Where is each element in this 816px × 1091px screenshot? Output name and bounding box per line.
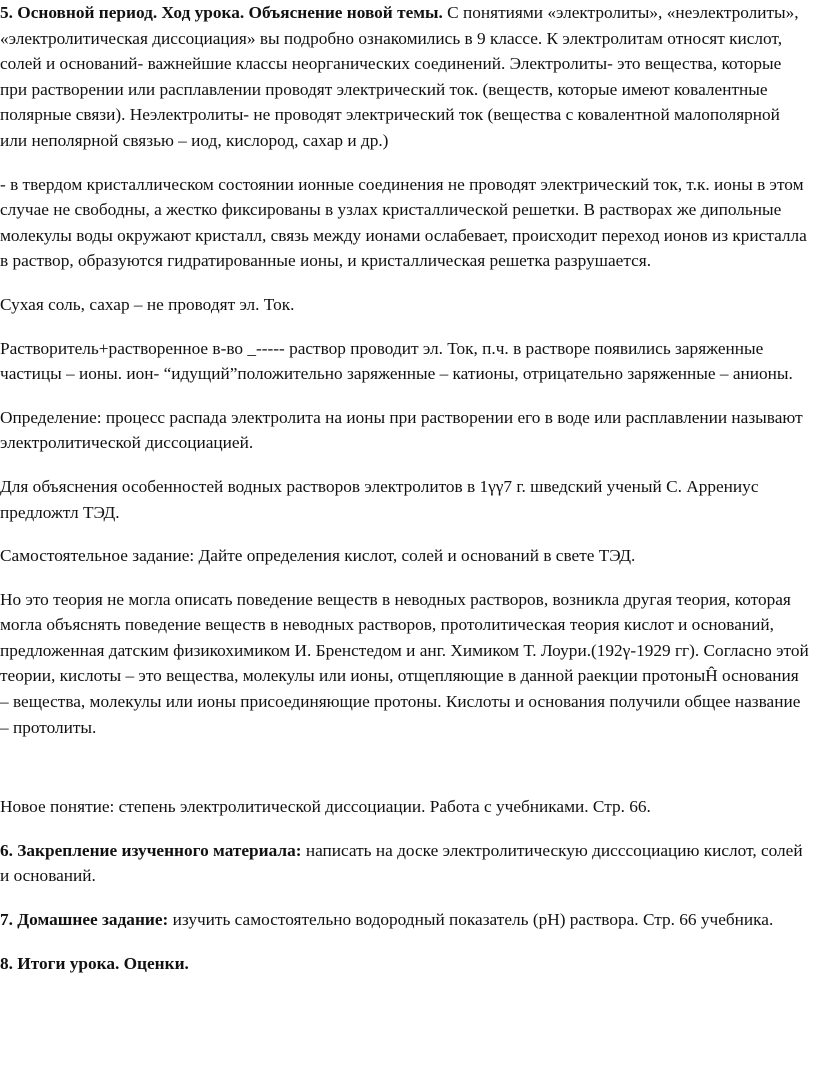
paragraph-consolidation	[0, 838, 810, 889]
paragraph-main-period	[0, 0, 810, 154]
paragraph-solution-ions: Растворитель+растворенное в-во _----- раствор проводит эл. Ток, п.ч. в растворе появились заряженные частицы – ионы. ион- “идущий”положительно заряженные – катионы, отрицательно заряженные – анионы.	[0, 338, 793, 384]
paragraph-text: С понятиями «электролиты», «неэлектролиты», «электролитическая диссоциация» вы подробно ознакомились в 9 классе. К электролитам относят кислот, солей и оснований- важнейшие классы неорганических соединений. Электролиты- это вещества, которые при растворении или расплавлении проводят электрический ток. (веществ, которые имеют ковалентные полярные связи). Неэлектролиты- не проводят электрический ток (вещества с ковалентной малополярной или неполярной связью – иод, кислород, сахар и др.)	[0, 3, 799, 150]
section-heading-6: 6. Закрепление изученного материала:	[0, 840, 302, 860]
paragraph-text: написать на доске электролитическую дисссоциацию кислот, солей и оснований.	[0, 840, 803, 886]
section-heading-5: 5. Основной период. Ход урока. Объяснение новой темы.	[0, 3, 443, 22]
paragraph-definition: Определение: процесс распада электролита на ионы при растворении его в воде или расплавлении называют электролитической диссоциацией.	[0, 407, 803, 453]
paragraph-arrhenius: Для объяснения особенностей водных растворов электролитов в 1γγ7 г. шведский ученый С. Аррениус предложтл ТЭД.	[0, 476, 759, 522]
section-heading-7: 7. Домашнее задание:	[0, 910, 169, 930]
paragraph-independent-task: Самостоятельное задание: Дайте определения кислот, солей и оснований в свете ТЭД.	[0, 546, 636, 566]
blank-space	[0, 758, 810, 794]
paragraph-homework	[0, 907, 810, 933]
paragraph-solid-state: - в твердом кристаллическом состоянии ионные соединения не проводят электрический ток, т.к. ионы в этом случае не свободны, а жестко фиксированы в узлах кристаллической решетки. В растворах же дипольные молекулы воды окружают кристалл, связь между ионами ослабевает, происходит переход ионов из кристалла в раствор, образуются гидратированные ионы, и кристаллическая решетка разрушается.	[0, 174, 807, 271]
section-heading-8: 8. Итоги урока. Оценки.	[0, 953, 189, 973]
paragraph-new-concept: Новое понятие: степень электролитической диссоциации. Работа с учебниками. Стр. 66.	[0, 797, 651, 817]
paragraph-dry-salt: Сухая соль, сахар – не проводят эл. Ток.	[0, 294, 295, 314]
paragraph-protolytic-theory: Но это теория не могла описать поведение веществ в неводных растворов, возникла другая теория, которая могла объяснять поведение веществ в неводных растворов, протолитическая теория кислот и оснований, предложенная датским физикохимиком И. Бренстедом и анг. Химиком Т. Лоури.(192γ-1929 гг). Согласно этой теории, кислоты – это вещества, молекулы или ионы, отщепляющие в данной раекции протоныĤ основания – вещества, молекулы или ионы присоединяющие протоны. Кислоты и основания получили общее название – протолиты.	[0, 589, 809, 737]
paragraph-text: изучить самостоятельно водородный показатель (pH) раствора. Стр. 66 учебника.	[168, 910, 774, 930]
